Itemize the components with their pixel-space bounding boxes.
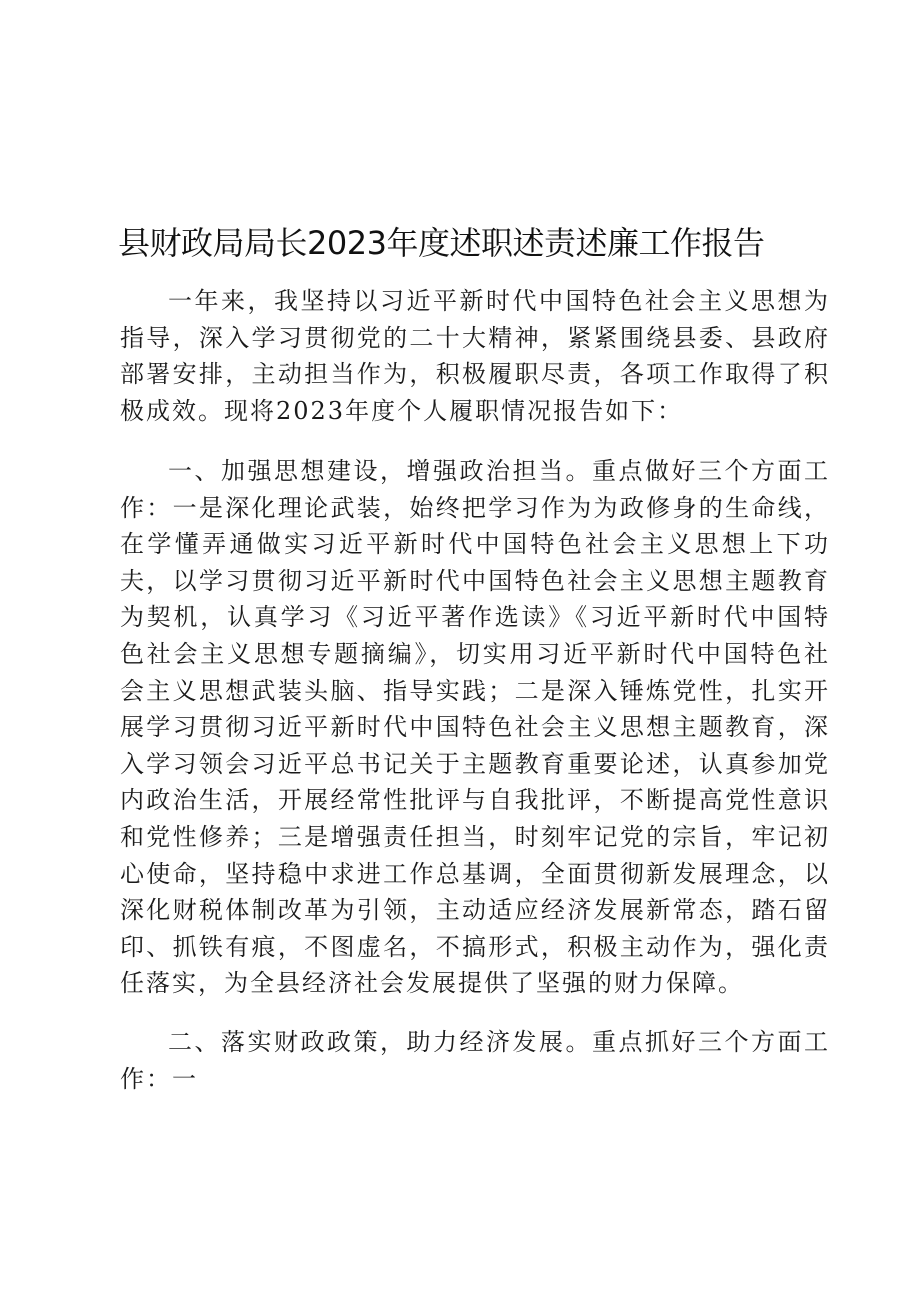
document-title: 县财政局局长2023年度述职述责述廉工作报告 <box>118 224 765 262</box>
paragraph-intro: 一年来，我坚持以习近平新时代中国特色社会主义思想为指导，深入学习贯彻党的二十大精神，紧紧围绕县委、县政府部署安排，主动担当作为，积极履职尽责，各项工作取得了积极成效。现将2023年度个人履职情况报告如下： <box>120 287 830 425</box>
paragraph-section-1: 一、加强思想建设，增强政治担当。重点做好三个方面工作：一是深化理论武装，始终把学习作为为政修身的生命线，在学懂弄通做实习近平新时代中国特色社会主义思想上下功夫，以学习贯彻习近平新时代中国特色社会主义思想主题教育为契机，认真学习《习近平著作选读》《习近平新时代中国特色社会主义思想专题摘编》，切实用习近平新时代中国特色社会主义思想武装头脑、指导实践；二是深入锤炼党性，扎实开展学习贯彻习近平新时代中国特色社会主义思想主题教育，深入学习领会习近平总书记关于主题教育重要论述，认真参加党内政治生活，开展经常性批评与自我批评，不断提高党性意识和党性修养；三是增强责任担当，时刻牢记党的宗旨，牢记初心使命，坚持稳中求进工作总基调，全面贯彻新发展理念，以深化财税体制改革为引领，主动适应经济发展新常态，踏石留印、抓铁有痕，不图虚名，不搞形式，积极主动作为，强化责任落实，为全县经济社会发展提供了坚强的财力保障。 <box>120 457 830 998</box>
paragraph-section-2: 二、落实财政政策，助力经济发展。重点抓好三个方面工作：一 <box>120 1028 830 1093</box>
